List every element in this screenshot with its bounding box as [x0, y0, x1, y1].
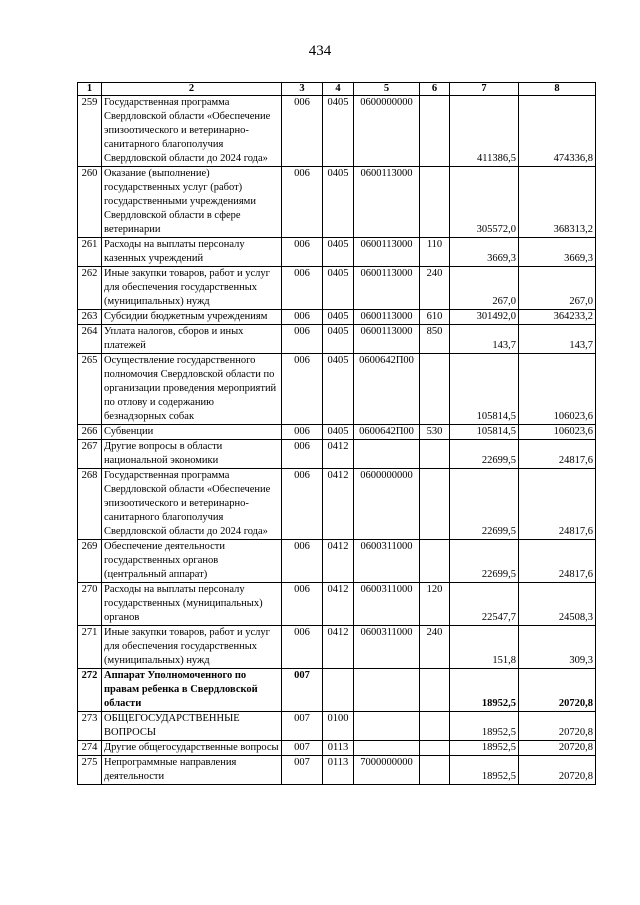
row-name: Уплата налогов, сборов и иных платежей [102, 325, 282, 354]
row-name: Расходы на выплаты персоналу казенных учреждений [102, 238, 282, 267]
row-target-code: 0600000000 [354, 469, 420, 540]
row-amount-2023: 151,8 [450, 626, 519, 669]
table-row [78, 626, 596, 669]
row-ministry-code: 007 [282, 756, 323, 785]
row-amount-2024: 364233,2 [519, 310, 596, 325]
row-ministry-code: 006 [282, 238, 323, 267]
row-section-code: 0405 [323, 425, 354, 440]
row-expense-type [420, 756, 450, 785]
row-amount-2024: 368313,2 [519, 167, 596, 238]
row-expense-type: 610 [420, 310, 450, 325]
row-amount-2024: 24817,6 [519, 469, 596, 540]
row-number: 267 [78, 440, 102, 469]
row-ministry-code: 006 [282, 469, 323, 540]
table-row [78, 267, 596, 310]
row-amount-2023: 105814,5 [450, 425, 519, 440]
row-number: 272 [78, 669, 102, 712]
row-ministry-code: 006 [282, 167, 323, 238]
row-amount-2024: 20720,8 [519, 712, 596, 741]
row-amount-2023: 22699,5 [450, 540, 519, 583]
row-ministry-code: 006 [282, 267, 323, 310]
row-expense-type [420, 96, 450, 167]
row-name: Осуществление государственного полномочия Свердловской области по организации проведения мероприятий по отлову и содержанию безнадзорных собак [102, 354, 282, 425]
row-name: Иные закупки товаров, работ и услуг для обеспечения государственных (муниципальных) нужд [102, 267, 282, 310]
row-section-code: 0405 [323, 354, 354, 425]
row-number: 262 [78, 267, 102, 310]
row-section-code: 0113 [323, 756, 354, 785]
row-target-code: 0600311000 [354, 583, 420, 626]
row-name: Обеспечение деятельности государственных органов (центральный аппарат) [102, 540, 282, 583]
row-amount-2024: 474336,8 [519, 96, 596, 167]
row-name: Государственная программа Свердловской области «Обеспечение эпизоотического и ветеринарно-санитарного благополучия Свердловской области до 2024 года» [102, 96, 282, 167]
row-number: 261 [78, 238, 102, 267]
row-expense-type [420, 540, 450, 583]
row-number: 270 [78, 583, 102, 626]
row-ministry-code: 006 [282, 310, 323, 325]
row-name: Расходы на выплаты персоналу государственных (муниципальных) органов [102, 583, 282, 626]
row-section-code: 0412 [323, 626, 354, 669]
row-amount-2024: 3669,3 [519, 238, 596, 267]
row-name: Другие вопросы в области национальной экономики [102, 440, 282, 469]
row-number: 268 [78, 469, 102, 540]
row-amount-2024: 20720,8 [519, 669, 596, 712]
row-section-code: 0405 [323, 310, 354, 325]
row-section-code: 0405 [323, 325, 354, 354]
header-col-8: 8 [519, 83, 596, 96]
row-section-code: 0405 [323, 238, 354, 267]
row-expense-type [420, 167, 450, 238]
row-number: 259 [78, 96, 102, 167]
row-expense-type: 110 [420, 238, 450, 267]
row-amount-2024: 143,7 [519, 325, 596, 354]
row-amount-2024: 20720,8 [519, 741, 596, 756]
row-name: Аппарат Уполномоченного по правам ребенка в Свердловской области [102, 669, 282, 712]
row-expense-type: 850 [420, 325, 450, 354]
table-row [78, 712, 596, 741]
row-amount-2023: 18952,5 [450, 756, 519, 785]
row-expense-type [420, 440, 450, 469]
table-row [78, 354, 596, 425]
row-amount-2024: 106023,6 [519, 425, 596, 440]
row-amount-2024: 106023,6 [519, 354, 596, 425]
row-name: Другие общегосударственные вопросы [102, 741, 282, 756]
row-ministry-code: 006 [282, 583, 323, 626]
table-row [78, 440, 596, 469]
row-ministry-code: 006 [282, 440, 323, 469]
header-col-1: 1 [78, 83, 102, 96]
row-target-code: 0600113000 [354, 238, 420, 267]
row-name: Государственная программа Свердловской области «Обеспечение эпизоотического и ветеринарно-санитарного благополучия Свердловской области до 2024 года» [102, 469, 282, 540]
header-col-2: 2 [102, 83, 282, 96]
row-target-code: 0600000000 [354, 96, 420, 167]
row-expense-type [420, 469, 450, 540]
row-amount-2023: 305572,0 [450, 167, 519, 238]
row-section-code: 0405 [323, 267, 354, 310]
row-expense-type: 120 [420, 583, 450, 626]
row-number: 273 [78, 712, 102, 741]
row-ministry-code: 006 [282, 96, 323, 167]
row-section-code: 0100 [323, 712, 354, 741]
row-amount-2024: 24508,3 [519, 583, 596, 626]
row-number: 265 [78, 354, 102, 425]
row-section-code: 0405 [323, 96, 354, 167]
table-row [78, 96, 596, 167]
row-amount-2023: 18952,5 [450, 669, 519, 712]
row-target-code: 7000000000 [354, 756, 420, 785]
row-ministry-code: 006 [282, 540, 323, 583]
table-row [78, 540, 596, 583]
row-amount-2023: 105814,5 [450, 354, 519, 425]
row-amount-2023: 301492,0 [450, 310, 519, 325]
row-amount-2023: 411386,5 [450, 96, 519, 167]
table-row [78, 425, 596, 440]
header-col-5: 5 [354, 83, 420, 96]
row-name: Оказание (выполнение) государственных услуг (работ) государственными учреждениями Свердловской области в сфере ветеринарии [102, 167, 282, 238]
row-number: 274 [78, 741, 102, 756]
header-col-3: 3 [282, 83, 323, 96]
row-target-code [354, 712, 420, 741]
row-amount-2023: 18952,5 [450, 712, 519, 741]
row-ministry-code: 007 [282, 669, 323, 712]
row-amount-2023: 22699,5 [450, 440, 519, 469]
table-row [78, 741, 596, 756]
row-amount-2023: 267,0 [450, 267, 519, 310]
row-amount-2023: 143,7 [450, 325, 519, 354]
row-amount-2024: 20720,8 [519, 756, 596, 785]
row-amount-2024: 24817,6 [519, 540, 596, 583]
table-row [78, 238, 596, 267]
table-row [78, 669, 596, 712]
row-amount-2023: 22699,5 [450, 469, 519, 540]
row-number: 271 [78, 626, 102, 669]
row-ministry-code: 006 [282, 354, 323, 425]
row-number: 275 [78, 756, 102, 785]
row-number: 264 [78, 325, 102, 354]
header-col-6: 6 [420, 83, 450, 96]
row-ministry-code: 007 [282, 741, 323, 756]
row-name: Непрограммные направления деятельности [102, 756, 282, 785]
table-row [78, 167, 596, 238]
row-target-code: 0600113000 [354, 325, 420, 354]
row-amount-2024: 309,3 [519, 626, 596, 669]
row-section-code: 0113 [323, 741, 354, 756]
row-target-code [354, 741, 420, 756]
row-expense-type: 240 [420, 267, 450, 310]
row-number: 266 [78, 425, 102, 440]
table-row [78, 469, 596, 540]
row-amount-2024: 24817,6 [519, 440, 596, 469]
header-col-7: 7 [450, 83, 519, 96]
table-row [78, 325, 596, 354]
table-row [78, 756, 596, 785]
row-expense-type [420, 741, 450, 756]
row-target-code: 0600311000 [354, 626, 420, 669]
row-number: 269 [78, 540, 102, 583]
row-name: Иные закупки товаров, работ и услуг для обеспечения государственных (муниципальных) нужд [102, 626, 282, 669]
row-ministry-code: 006 [282, 325, 323, 354]
row-amount-2024: 267,0 [519, 267, 596, 310]
row-section-code: 0412 [323, 440, 354, 469]
table-row [78, 583, 596, 626]
header-col-4: 4 [323, 83, 354, 96]
row-name: ОБЩЕГОСУДАРСТВЕННЫЕ ВОПРОСЫ [102, 712, 282, 741]
row-expense-type [420, 354, 450, 425]
row-amount-2023: 3669,3 [450, 238, 519, 267]
row-target-code [354, 669, 420, 712]
row-ministry-code: 006 [282, 626, 323, 669]
row-expense-type [420, 669, 450, 712]
row-target-code: 0600113000 [354, 267, 420, 310]
row-amount-2023: 22547,7 [450, 583, 519, 626]
row-section-code: 0405 [323, 167, 354, 238]
budget-table [77, 82, 596, 785]
row-expense-type [420, 712, 450, 741]
page-number: 434 [308, 43, 332, 59]
row-section-code [323, 669, 354, 712]
row-section-code: 0412 [323, 469, 354, 540]
row-number: 263 [78, 310, 102, 325]
row-target-code: 0600642П00 [354, 354, 420, 425]
row-ministry-code: 007 [282, 712, 323, 741]
row-expense-type: 530 [420, 425, 450, 440]
table-row [78, 310, 596, 325]
row-section-code: 0412 [323, 540, 354, 583]
row-section-code: 0412 [323, 583, 354, 626]
row-target-code: 0600113000 [354, 167, 420, 238]
row-amount-2023: 18952,5 [450, 741, 519, 756]
row-target-code [354, 440, 420, 469]
row-target-code: 0600311000 [354, 540, 420, 583]
table-header-row [78, 83, 596, 96]
row-name: Субсидии бюджетным учреждениям [102, 310, 282, 325]
row-name: Субвенции [102, 425, 282, 440]
row-expense-type: 240 [420, 626, 450, 669]
row-target-code: 0600113000 [354, 310, 420, 325]
row-number: 260 [78, 167, 102, 238]
row-ministry-code: 006 [282, 425, 323, 440]
row-target-code: 0600642П00 [354, 425, 420, 440]
